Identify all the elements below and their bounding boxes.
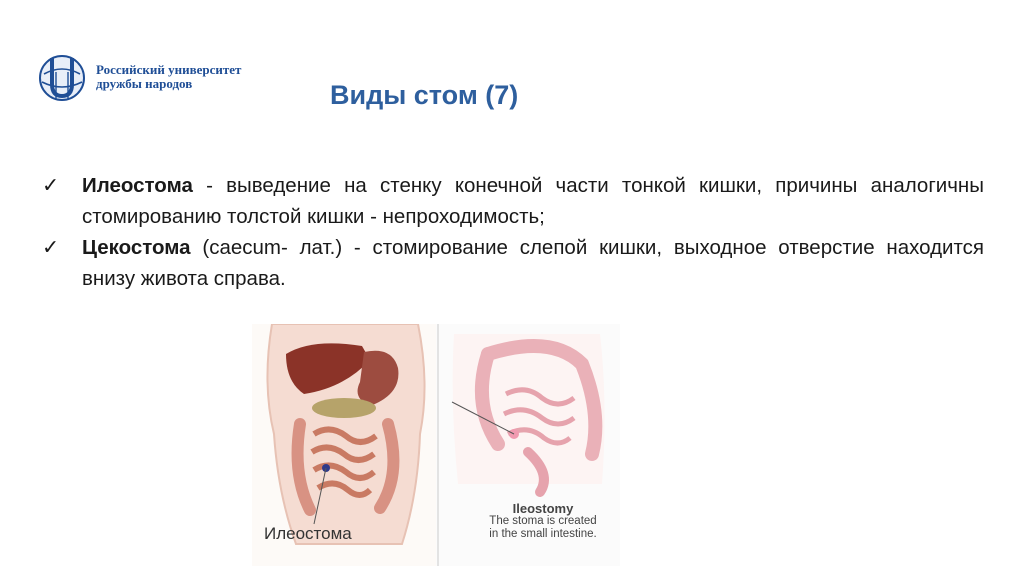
bullet-term: Илеостома	[82, 174, 193, 197]
ileostomy-caption-en	[468, 502, 618, 541]
bullet-text: (caecum- лат.) - стомирование слепой кишки, выходное отверстие находится внизу живота справа.	[82, 236, 984, 290]
university-logo	[34, 50, 294, 110]
bullet-ileostomy	[42, 170, 984, 232]
logo-line-2: дружбы народов	[96, 76, 193, 91]
check-mark-icon: ✓	[42, 174, 60, 197]
caption-line-2: in the small intestine.	[489, 528, 597, 540]
globe-logo-icon	[34, 50, 94, 110]
slide-title: Виды стом (7)	[330, 80, 519, 110]
bullet-cecostomy	[42, 232, 984, 294]
caption-title: Ileostomy	[512, 501, 574, 516]
logo-line-1: Российский университет	[96, 62, 242, 77]
caption-line-1: The stoma is created	[489, 515, 597, 527]
bullet-term: Цекостома	[82, 236, 191, 259]
check-mark-icon: ✓	[42, 236, 60, 259]
bullet-list	[42, 170, 984, 294]
ileostomy-caption-ru: Илеостома	[264, 524, 352, 543]
logo-text	[96, 63, 241, 91]
bullet-text: - выведение на стенку конечной части тонкой кишки, причины аналогичны стомированию толстой кишки - непроходимость;	[82, 174, 984, 228]
anatomy-figure	[252, 324, 620, 566]
